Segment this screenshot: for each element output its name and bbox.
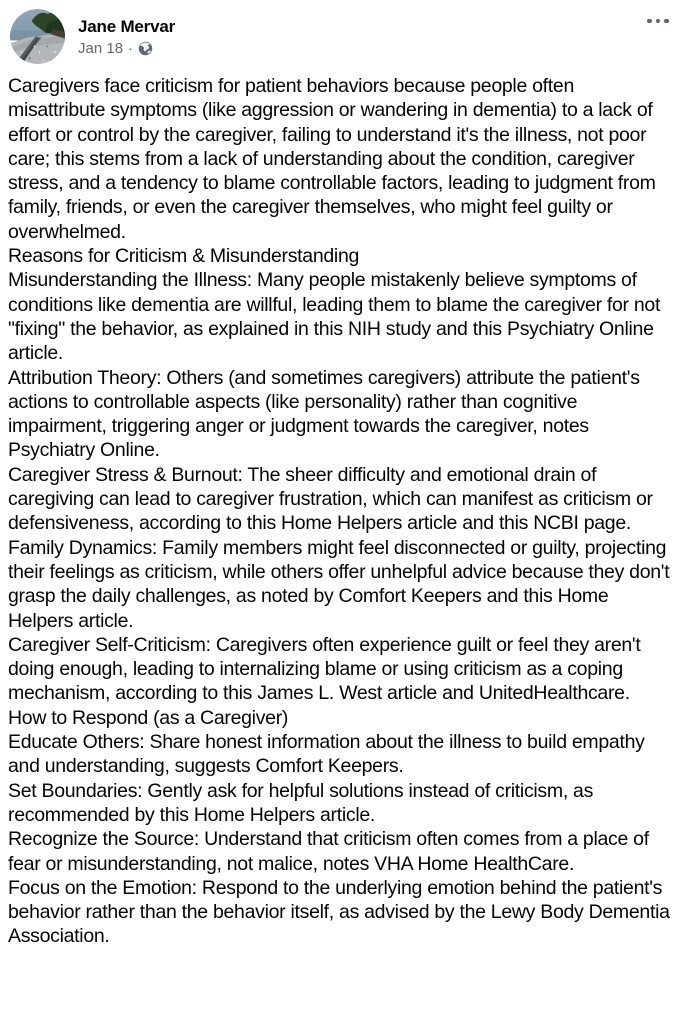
post-paragraph: Educate Others: Share honest information about the illness to build empathy and understanding, suggests Comfort Keepers.: [8, 731, 645, 778]
more-options-button[interactable]: [637, 9, 669, 33]
author-name[interactable]: Jane Mervar: [78, 17, 176, 36]
post-paragraph: Attribution Theory: Others (and sometimes caregivers) attribute the patient's actions to controllable aspects (like personality) rather than cognitive impairment, triggering anger or judgment towards the caregiver, notes Psychiatry Online.: [8, 366, 640, 462]
post-header-text: [78, 15, 175, 58]
post-paragraph: Reasons for Criticism & Misunderstanding: [8, 245, 360, 268]
avatar[interactable]: [10, 9, 65, 64]
post-paragraph: Recognize the Source: Understand that criticism often comes from a place of fear or misunderstanding, not malice, notes VHA Home HealthCare.: [8, 828, 649, 875]
post-paragraph: Family Dynamics: Family members might feel disconnected or guilty, projecting their feelings as criticism, while others offer unhelpful advice because they don't grasp the daily challenges, as noted by Comfort Keepers and this Home Helpers article.: [8, 536, 670, 632]
date-text: Jan 18: [78, 40, 124, 57]
post-body: [0, 66, 683, 949]
ellipsis-icon: [656, 19, 661, 24]
ellipsis-icon: [664, 19, 669, 24]
globe-public-icon: [138, 41, 153, 56]
post-paragraph: Set Boundaries: Gently ask for helpful solutions instead of criticism, as recommended by this Home Helpers article.: [8, 779, 594, 826]
post-timestamp[interactable]: [78, 39, 175, 58]
post-header: [0, 0, 683, 66]
separator-dot: ·: [128, 40, 134, 57]
post-paragraph: Caregiver Self-Criticism: Caregivers often experience guilt or feel they aren't doing enough, leading to internalizing blame or using criticism as a coping mechanism, according to this James L. West article and UnitedHealthcare.: [8, 633, 641, 705]
post-paragraph: Focus on the Emotion: Respond to the underlying emotion behind the patient's behavior rather than the behavior itself, as advised by the Lewy Body Dementia Association.: [8, 876, 670, 948]
post-paragraph: Caregivers face criticism for patient behaviors because people often misattribute symptoms (like aggression or wandering in dementia) to a lack of effort or control by the caregiver, failing to understand it's the illness, not poor care; this stems from a lack of understanding about the condition, caregiver stress, and a tendency to blame controllable factors, leading to judgment from family, friends, or even the caregiver themselves, who might feel guilty or overwhelmed.: [8, 75, 656, 243]
post-paragraph: How to Respond (as a Caregiver): [8, 706, 289, 729]
post-paragraph: Caregiver Stress & Burnout: The sheer difficulty and emotional drain of caregiving can lead to caregiver frustration, which can manifest as criticism or defensiveness, according to this Home Helpers article and this NCBI page.: [8, 463, 653, 535]
ellipsis-icon: [647, 19, 652, 24]
post-paragraph: Misunderstanding the Illness: Many people mistakenly believe symptoms of conditions like dementia are willful, leading them to blame the caregiver for not "fixing" the behavior, as explained in this NIH study and this Psychiatry Online article.: [8, 269, 661, 365]
profile-photo-shoreline: [10, 9, 65, 64]
